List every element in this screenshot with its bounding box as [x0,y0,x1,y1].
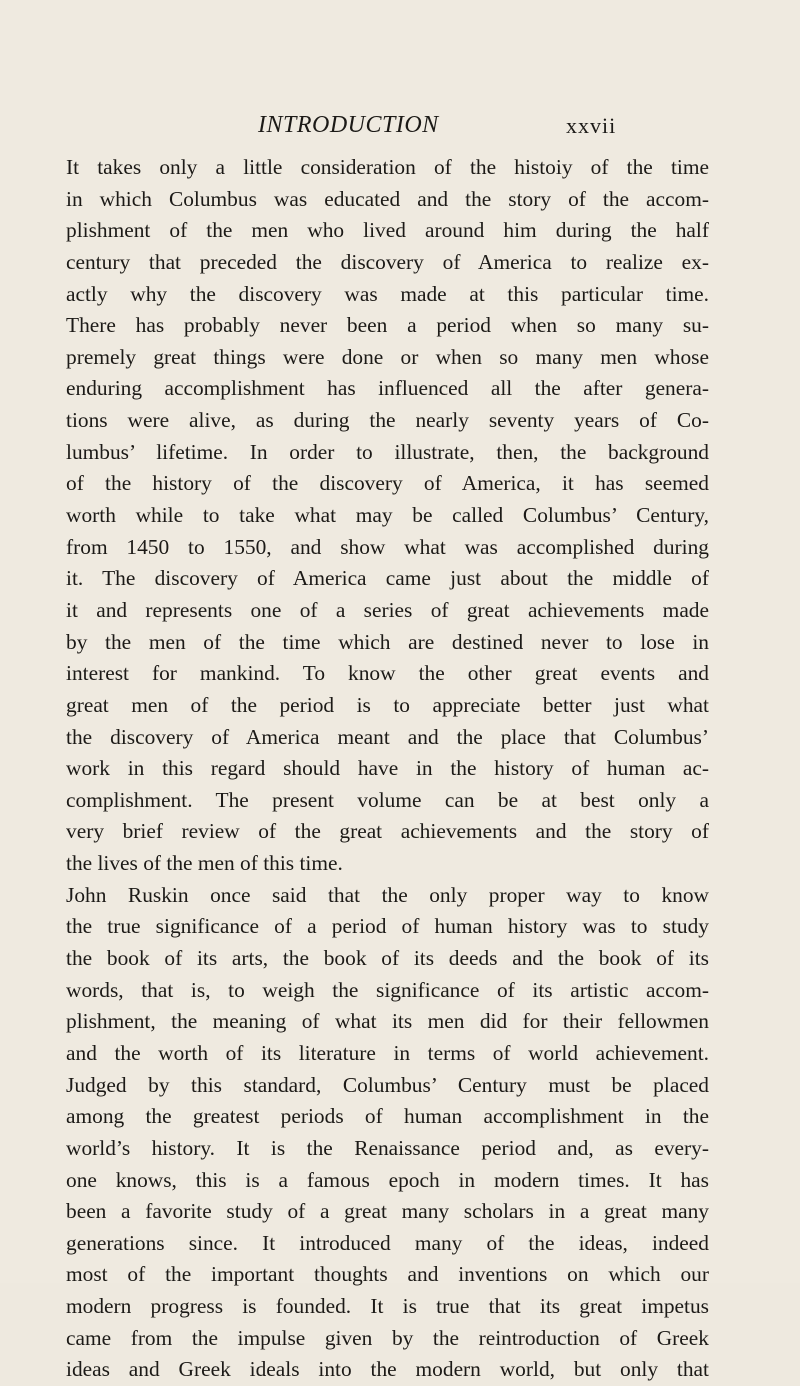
text-line: one knows, this is a famous epoch in modern times. It has [66,1167,709,1192]
text-line: work in this regard should have in the history of human ac- [66,756,709,781]
text-line: words, that is, to weigh the significance of its artistic accom- [66,977,709,1002]
text-line: It takes only a little consideration of the histoiy of the time [66,155,709,179]
text-line: among the greatest periods of human accomplishment in the [66,1104,709,1129]
text-line: from 1450 to 1550, and show what was accomplished during [66,534,709,559]
text-line: it and represents one of a series of great achievements made [66,597,709,622]
text-line: very brief review of the great achievements and the story of [66,819,709,844]
text-line: it. The discovery of America came just about the middle of [66,566,709,591]
text-line: There has probably never been a period when so many su- [66,313,709,338]
text-line: premely great things were done or when so many men whose [66,344,709,369]
text-line: worth while to take what may be called Columbus’ Century, [66,503,709,528]
running-title: INTRODUCTION [258,112,439,138]
text-line: plishment, the meaning of what its men did for their fellowmen [66,1009,709,1034]
paragraph-1 [66,152,709,880]
text-line: of the history of the discovery of America, it has seemed [66,471,709,496]
text-line: plishment of the men who lived around him during the half [66,218,709,243]
text-line: the book of its arts, the book of its deeds and the book of its [66,946,709,971]
text-line: tions were alive, as during the nearly seventy years of Co- [66,408,709,433]
text-line: in which Columbus was educated and the story of the accom- [66,186,709,211]
text-line: been a favorite study of a great many scholars in a great many [66,1199,709,1224]
text-line: ideas and Greek ideals into the modern world, but only that [66,1357,709,1382]
paragraph-2 [66,880,709,1386]
running-head [0,112,800,142]
page-number: xxvii [566,113,617,138]
text-line: century that preceded the discovery of America to realize ex- [66,249,709,274]
text-line: world’s history. It is the Renaissance period and, as every- [66,1135,709,1160]
text-line: and the worth of its literature in terms of world achievement. [66,1040,709,1065]
text-line: Judged by this standard, Columbus’ Century must be placed [66,1072,709,1097]
text-line: enduring accomplishment has influenced all the after genera- [66,376,709,401]
text-line: complishment. The present volume can be at best only a [66,787,709,812]
text-line: modern progress is founded. It is true that its great impetus [66,1294,709,1319]
text-line: actly why the discovery was made at this particular time. [66,281,709,306]
text-line: lumbus’ lifetime. In order to illustrate, then, the background [66,439,709,464]
text-line: came from the impulse given by the reintroduction of Greek [66,1325,709,1350]
text-line: most of the important thoughts and inventions on which our [66,1262,709,1287]
text-line: great men of the period is to appreciate better just what [66,692,709,717]
text-line: the discovery of America meant and the place that Columbus’ [66,724,709,749]
text-line: the lives of the men of this time. [66,851,343,876]
text-line: John Ruskin once said that the only proper way to know [66,882,709,907]
text-line: generations since. It introduced many of the ideas, indeed [66,1230,709,1255]
body-text [66,152,709,1386]
text-line: by the men of the time which are destined never to lose in [66,629,709,654]
text-line: interest for mankind. To know the other great events and [66,661,709,686]
text-line: the true significance of a period of human history was to study [66,914,709,939]
